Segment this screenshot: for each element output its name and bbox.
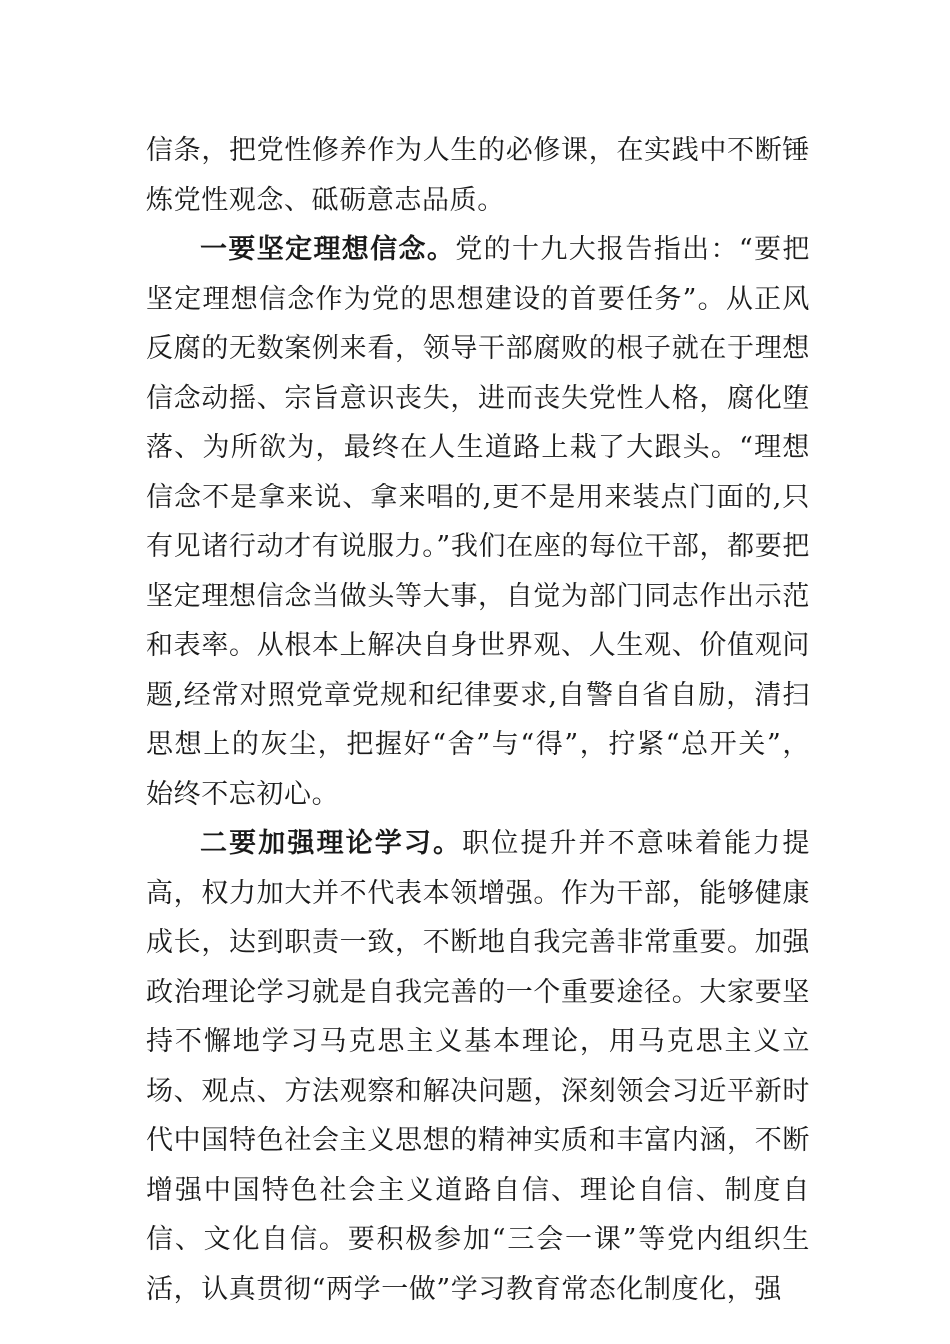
paragraph-lead: 二要加强理论学习。 <box>200 828 463 859</box>
paragraph-ideals <box>146 225 810 819</box>
paragraph-theory-study <box>146 819 810 1314</box>
body-text <box>146 126 810 1314</box>
paragraph-text: 党的十九大报告指出：“要把坚定理想信念作为党的思想建设的首要任务”。从正风反腐的无数案例来看，领导干部腐败的根子就在于理想信念动摇、宗旨意识丧失，进而丧失党性人格，腐化堕落、为所欲为，最终在人生道路上栽了大跟头。“理想信念不是拿来说、拿来唱的,更不是用来装点门面的,只有见诸行动才有说服力。”我们在座的每位干部，都要把坚定理想信念当做头等大事，自觉为部门同志作出示范和表率。从根本上解决自身世界观、人生观、价值观问题,经常对照党章党规和纪律要求,自警自省自励，清扫思想上的灰尘，把握好“舍”与“得”，拧紧“总开关”，始终不忘初心。 <box>146 234 810 810</box>
paragraph-text: 信条，把党性修养作为人生的必修课，在实践中不断锤炼党性观念、砥砺意志品质。 <box>146 135 810 216</box>
paragraph-lead: 一要坚定理想信念。 <box>200 234 456 265</box>
paragraph-continuation <box>146 126 810 225</box>
paragraph-text: 职位提升并不意味着能力提高，权力加大并不代表本领增强。作为干部，能够健康成长，达到职责一致，不断地自我完善非常重要。加强政治理论学习就是自我完善的一个重要途径。大家要坚持不懈地学习马克思主义基本理论，用马克思主义立场、观点、方法观察和解决问题，深刻领会习近平新时代中国特色社会主义思想的精神实质和丰富内涵，不断增强中国特色社会主义道路自信、理论自信、制度自信、文化自信。要积极参加“三会一课”等党内组织生活，认真贯彻“两学一做”学习教育常态化制度化，强 <box>146 828 810 1305</box>
